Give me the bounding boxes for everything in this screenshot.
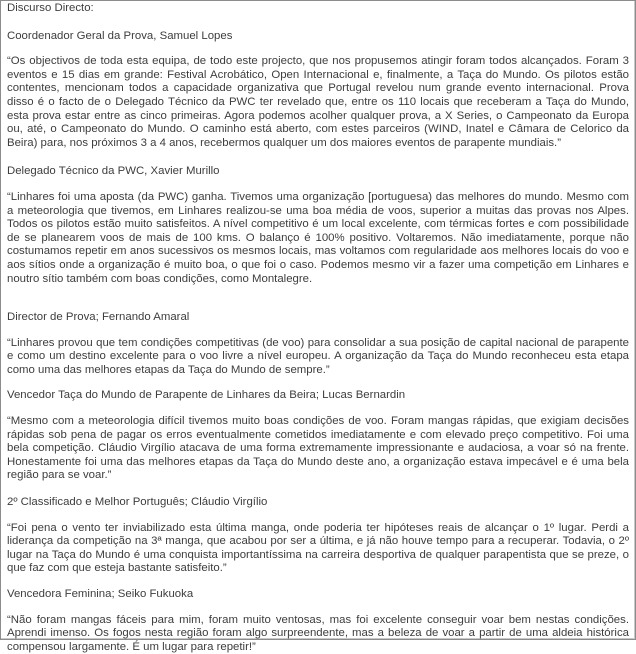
speaker-quote: “Foi pena o vento ter inviabilizado esta última manga, onde poderia ter hipóteses reais de alcançar o 1º lugar. Perdi a liderança da competição na 3ª manga, que acabou por ser a última, e já não houve tempo para a recuperar. Todavia, o 2º lugar na Taça do Mundo é uma conquista importantíssima na carreira desportiva de qualquer parapentista que se preze, o que faz com que esteja bastante satisfeito.” [7,521,629,575]
speaker-quote: “Mesmo com a meteorologia difícil tivemos muito boas condições de voo. Foram mangas rápidas, que exigiam decisões rápidas sob pena de pagar os erros eventualmente cometidos imediatamente e com elevado preço competitivo. Foi uma bela competição. Cláudio Virgílio atacava de uma forma extremamente impressionante e audaciosa, a voar só na frente. Honestamente foi uma das melhores etapas da Taça do Mundo deste ano, a organização estava impecável e é uma bela região para se voar.” [7,415,629,482]
speaker-heading: Coordenador Geral da Prova, Samuel Lopes [7,29,233,42]
speaker-heading: Vencedor Taça do Mundo de Parapente de Linhares da Beira; Lucas Bernardin [7,389,406,402]
speaker-heading: Delegado Técnico da PWC, Xavier Murillo [7,165,220,178]
speaker-quote: “Os objectivos de toda esta equipa, de todo este projecto, que nos propusemos atingir foram todos alcançados. Foram 3 eventos e 15 dias em grande: Festival Acrobático, Open Internacional e, finalmente, a Taça do Mundo. Os pilotos estão contentes, mencionam todos a capacidade organizativa que Portugal revelou num grande evento internacional. Prova disso é o facto de o Delegado Técnico da PWC ter revelado que, entre os 110 locais que receberam a Taça do Mundo, esta prova estar entre as cinco primeiras. Agora podemos acolher qualquer prova, a X Series, o Campeonato da Europa ou, até, o Campeonato do Mundo. O caminho está aberto, com estes parceiros (WIND, Inatel e Câmara de Celorico da Beira) para, nos próximos 3 a 4 anos, recebermos qualquer um dos maiores eventos de parapente mundiais.” [7,55,629,149]
speaker-heading: 2º Classificado e Melhor Português; Cláudio Virgílio [7,496,268,509]
speaker-quote: “Não foram mangas fáceis para mim, foram muito ventosas, mas foi excelente conseguir voar bem nestas condições. Aprendi imenso. Os fogos nesta região foram algo surpreendente, mas a beleza de voar a partir de uma aldeia histórica compensou largamente. É um lugar para repetir!” [7,613,629,653]
speaker-heading: Director de Prova; Fernando Amaral [7,311,190,324]
speaker-quote: “Linhares provou que tem condições competitivas (de voo) para consolidar a sua posição de capital nacional de parapente e como um destino excelente para o voo livre a nível europeu. A organização da Taça do Mundo reconheceu esta etapa como uma das melhores etapas da Taça do Mundo de sempre.” [7,336,629,376]
speaker-quote: “Linhares foi uma aposta (da PWC) ganha. Tivemos uma organização [portuguesa) das melhores do mundo. Mesmo com a meteorologia que tivemos, em Linhares realizou-se uma boa média de voos, superior a muitas das provas nos Alpes. Todos os pilotos estão muito satisfeitos. A nível competitivo é um local excelente, com térmicas fortes e com possibilidade de se planearem voos de mais de 100 kms. O balanço é 100% positivo. Voltaremos. Não imediatamente, porque não costumamos repetir em anos sucessivos os mesmos locais, mas voltamos com regularidade aos melhores locais do voo e aos sítios onde a organização é muito boa, o que foi o caso. Podemos mesmo vir a fazer uma competição em Linhares e noutro sítio também com boas condições, como Montalegre. [7,190,629,285]
speaker-heading: Vencedora Feminina; Seiko Fukuoka [7,588,194,600]
document-title: Discurso Directo: [7,2,94,14]
